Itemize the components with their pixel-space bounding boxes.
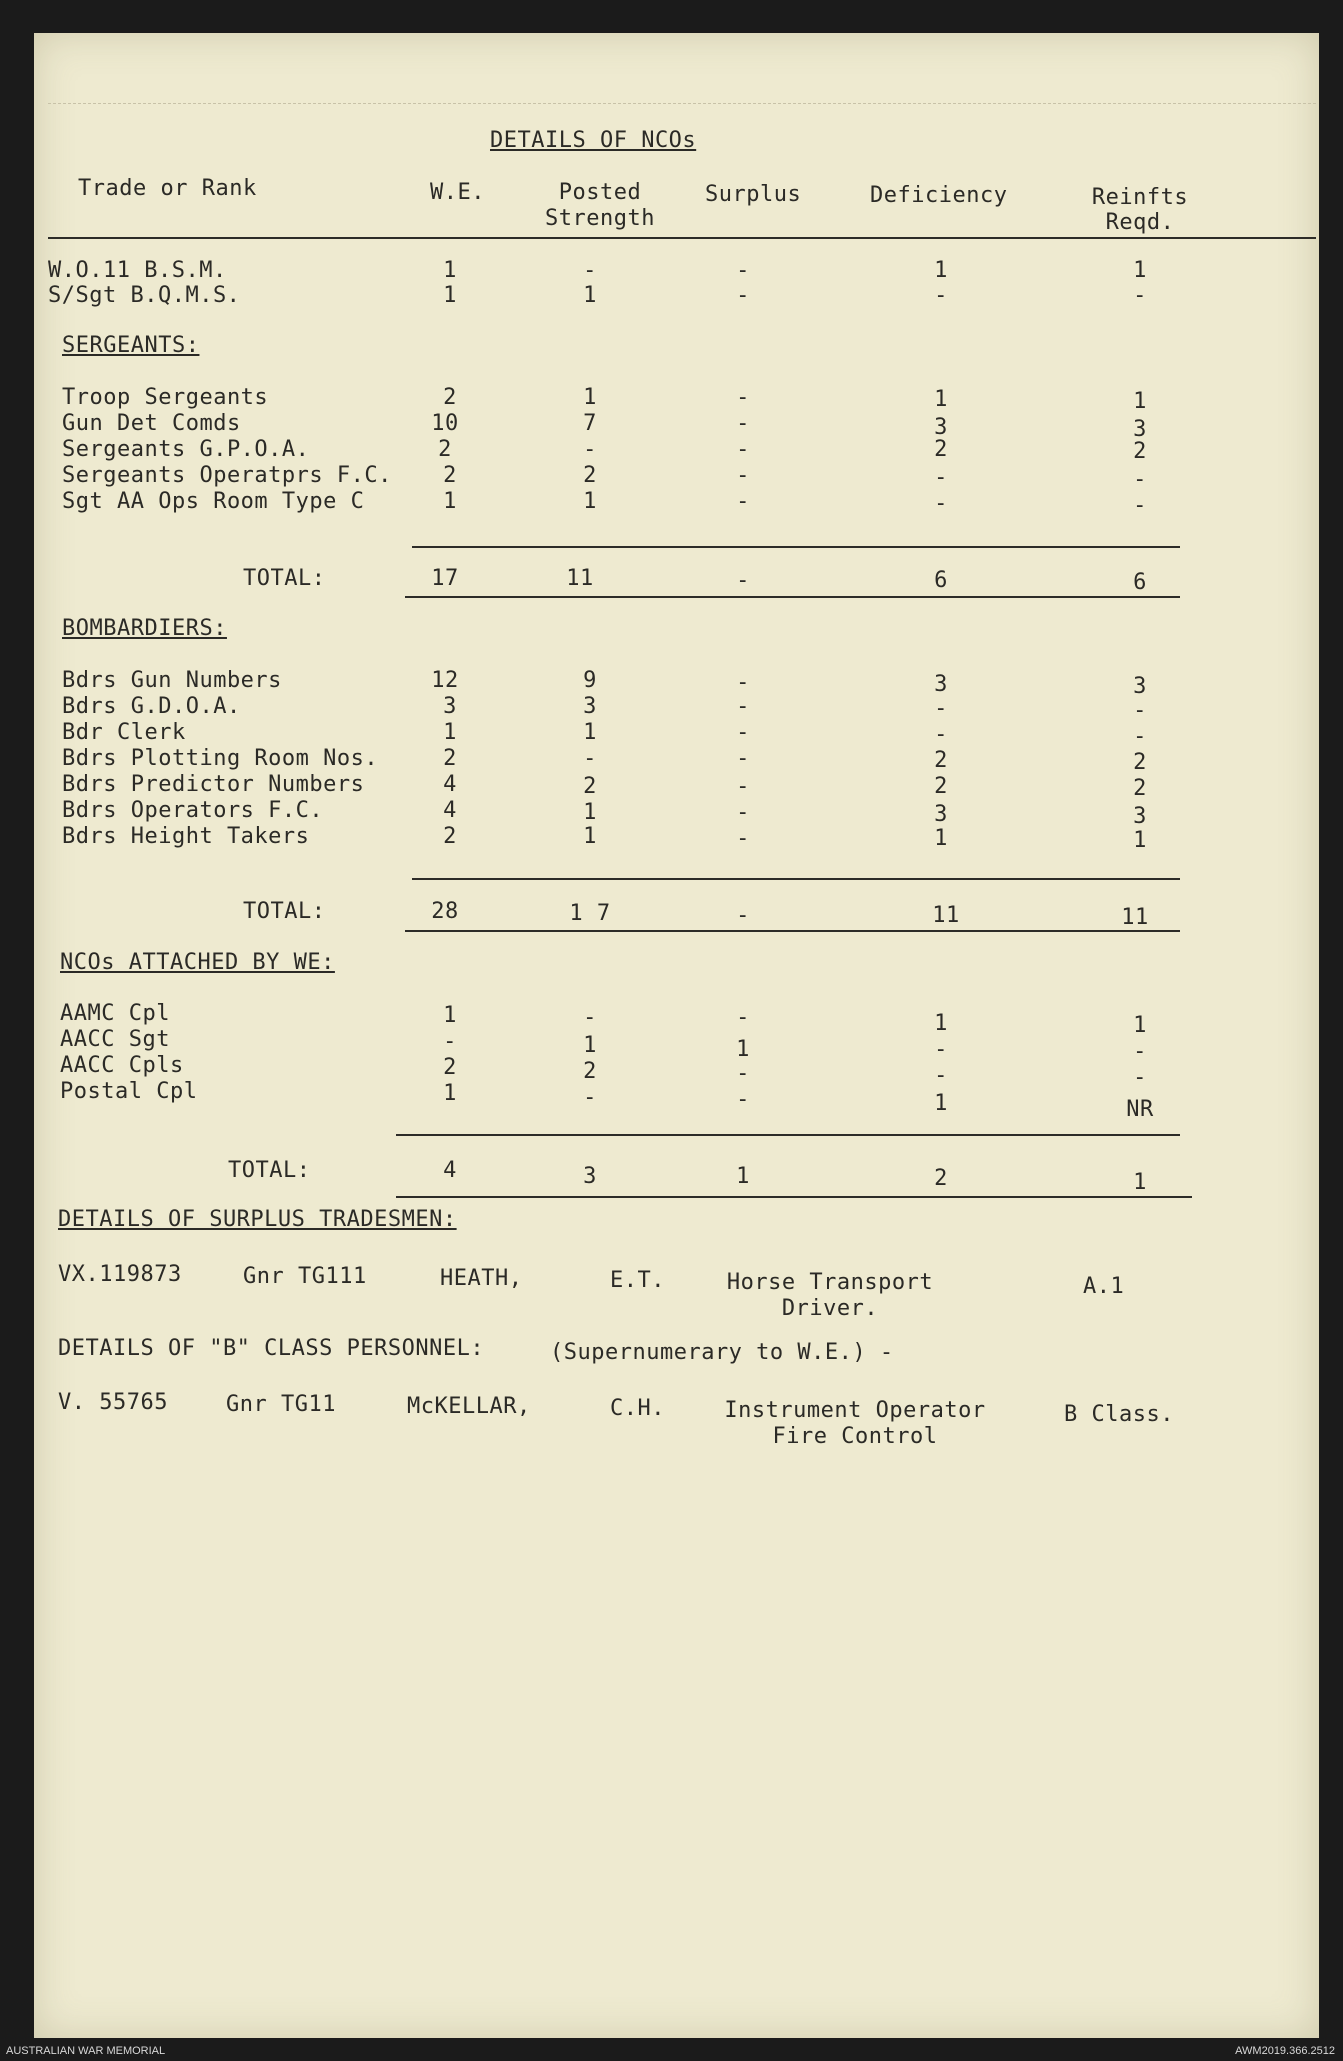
cell-deficiency: - [934,465,948,490]
cell-surplus: - [736,670,750,695]
cell-posted: - [583,437,597,462]
total-deficiency: 2 [934,1166,948,1191]
cell-deficiency: - [934,1063,948,1088]
trade-line-2: Fire Control [772,1424,938,1449]
cell-posted: 1 [583,1033,597,1058]
cell-reinfts: 3 [1133,674,1147,699]
total-label: TOTAL: [243,899,326,924]
row-label: W.O.11 B.S.M. [48,258,227,283]
service-number: VX.119873 [58,1262,182,1287]
initials: E.T. [610,1268,665,1293]
col-header-reinfts: Reinfts [1091,185,1189,210]
cell-we: 4 [443,798,457,823]
section-heading-attached-text: NCOs ATTACHED BY WE: [60,950,335,975]
total-we: 17 [431,566,459,591]
cell-posted: 1 [583,283,597,308]
cell-surplus: - [736,746,750,771]
total-reinfts: 1 [1133,1170,1147,1195]
row-label: Bdrs Gun Numbers [62,668,282,693]
row-label: Bdrs G.D.O.A. [62,694,241,719]
cell-reinfts: 2 [1133,750,1147,775]
cell-surplus: - [736,1005,750,1030]
cell-posted: 2 [583,774,597,799]
cell-we: 2 [443,746,457,771]
total-we: 4 [443,1158,457,1183]
row-label: Sergeants Operatprs F.C. [62,463,392,488]
cell-surplus: - [736,463,750,488]
cell-surplus: - [736,437,750,462]
col-header-deficiency: Deficiency [870,183,1008,208]
cell-reinfts: - [1133,467,1147,492]
total-reinfts: 11 [1121,905,1149,930]
cell-we: 2 [443,824,457,849]
col-header-trade: Trade or Rank [78,176,257,201]
total-reinfts: 6 [1133,570,1147,595]
cell-surplus: - [736,1087,750,1112]
row-label: Gun Det Comds [62,411,241,436]
row-label: AACC Cpls [60,1053,184,1078]
total-label: TOTAL: [228,1158,311,1183]
cell-we: 1 [443,720,457,745]
b-class-heading: DETAILS OF "B" CLASS PERSONNEL: [58,1336,485,1361]
surname: HEATH, [440,1266,523,1291]
cell-posted: 1 [583,800,597,825]
cell-reinfts: 1 [1133,258,1147,283]
total-surplus: - [736,568,750,593]
total-label: TOTAL: [243,566,326,591]
cell-posted: 3 [583,694,597,719]
cell-reinfts: 1 [1133,1013,1147,1038]
cell-surplus: - [736,694,750,719]
surplus-tradesmen-heading: DETAILS OF SURPLUS TRADESMEN: [58,1207,457,1232]
trade: Horse Transport [726,1270,934,1295]
trade: Instrument Operator [724,1398,986,1423]
cell-surplus: - [736,489,750,514]
cell-we: 1 [443,1081,457,1106]
subtotal-rule [412,878,1180,880]
cell-posted: 1 [583,720,597,745]
section-heading-sergeants: SERGEANTS: [62,333,200,358]
cell-reinfts: 2 [1133,776,1147,801]
cell-surplus: - [736,258,750,283]
total-posted: 1 7 [569,901,611,926]
footer-institution: AUSTRALIAN WAR MEMORIAL [6,2045,166,2057]
row-label: S/Sgt B.Q.M.S. [48,283,241,308]
cell-deficiency: 2 [934,748,948,773]
cell-we: 2 [443,385,457,410]
cell-we: 4 [443,772,457,797]
total-rule [396,1196,1192,1198]
col-header-surplus: Surplus [705,182,802,207]
row-label: Bdrs Predictor Numbers [62,772,365,797]
row-label: Bdr Clerk [62,720,186,745]
cell-reinfts: - [1133,1065,1147,1090]
section-heading-bombardiers: BOMBARDIERS: [62,616,227,641]
row-label: AAMC Cpl [60,1001,170,1026]
surname: McKELLAR, [407,1394,531,1419]
cell-posted: - [583,258,597,283]
cell-posted: 7 [583,411,597,436]
cell-deficiency: 3 [934,802,948,827]
row-label: Sergeants G.P.O.A. [62,437,310,462]
b-class-note: (Supernumerary to W.E.) - [550,1340,894,1365]
cell-deficiency: 3 [934,415,948,440]
cell-deficiency: - [934,722,948,747]
cell-we: 2 [443,1055,457,1080]
cell-deficiency: 1 [934,258,948,283]
cell-reinfts: NR [1126,1097,1154,1122]
cell-reinfts: - [1133,698,1147,723]
cell-we: 1 [443,489,457,514]
row-label: Troop Sergeants [62,385,269,410]
cell-we: 2 [438,437,452,462]
row-label: Bdrs Plotting Room Nos. [62,746,379,771]
cell-posted: - [583,746,597,771]
cell-posted: 9 [583,668,597,693]
cell-we: 3 [443,694,457,719]
cell-we: 10 [431,411,459,436]
service-number: V. 55765 [58,1390,168,1415]
cell-deficiency: - [934,1037,948,1062]
total-surplus: - [736,903,750,928]
row-label: Postal Cpl [60,1079,198,1104]
cell-surplus: 1 [736,1037,750,1062]
cell-deficiency: - [934,491,948,516]
row-label: Sgt AA Ops Room Type C [62,489,365,514]
cell-surplus: - [736,1061,750,1086]
grade: B Class. [1064,1402,1174,1427]
footer-accession-number: AWM2019.366.2512 [1235,2045,1335,2057]
cell-surplus: - [736,826,750,851]
cell-we: 1 [443,258,457,283]
row-label: Bdrs Height Takers [62,824,310,849]
trade-line-2: Driver. [781,1296,879,1321]
cell-deficiency: 1 [934,1091,948,1116]
col-header-reqd: Reqd. [1105,210,1175,235]
row-label: AACC Sgt [60,1027,170,1052]
cell-posted: 1 [583,385,597,410]
total-rule [405,930,1180,932]
cell-posted: 1 [583,489,597,514]
cell-surplus: - [736,800,750,825]
cell-reinfts: 1 [1133,828,1147,853]
cell-posted: 2 [583,1059,597,1084]
header-rule [48,237,1316,239]
cell-surplus: - [736,283,750,308]
cell-we: 2 [443,463,457,488]
cell-posted: - [583,1005,597,1030]
cell-we: 12 [431,668,459,693]
total-surplus: 1 [736,1164,750,1189]
cell-reinfts: - [1133,1039,1147,1064]
cell-deficiency: - [934,283,948,308]
cell-we: - [443,1029,457,1054]
initials: C.H. [610,1396,665,1421]
cell-deficiency: - [934,696,948,721]
subtotal-rule [396,1134,1180,1136]
col-header-posted: Posted [558,180,642,205]
cell-surplus: - [736,411,750,436]
cell-reinfts: - [1133,724,1147,749]
cell-reinfts: - [1133,493,1147,518]
col-header-strength: Strength [545,206,655,231]
cell-reinfts: 3 [1133,417,1147,442]
rank: Gnr TG11 [226,1392,336,1417]
cell-reinfts: 2 [1133,439,1147,464]
cell-posted: 2 [583,463,597,488]
total-posted: 3 [583,1164,597,1189]
row-label: Bdrs Operators F.C. [62,798,324,823]
total-deficiency: 11 [932,903,960,928]
cell-we: 1 [443,283,457,308]
rank: Gnr TG111 [243,1264,367,1289]
page-title: DETAILS OF NCOs [490,128,697,153]
cell-reinfts: 3 [1133,804,1147,829]
total-posted: 11 [566,566,594,591]
cell-surplus: - [736,720,750,745]
section-heading-attached [60,950,335,975]
cell-we: 1 [443,1003,457,1028]
subtotal-rule [412,546,1180,548]
total-deficiency: 6 [934,568,948,593]
cell-surplus: - [736,774,750,799]
cell-posted: - [583,1085,597,1110]
cell-deficiency: 3 [934,672,948,697]
cell-deficiency: 2 [934,774,948,799]
perforation-line [48,103,1316,104]
cell-reinfts: 1 [1133,389,1147,414]
cell-deficiency: 1 [934,1011,948,1036]
col-header-we: W.E. [430,180,485,205]
total-rule [405,596,1180,598]
cell-reinfts: - [1133,283,1147,308]
total-we: 28 [431,899,459,924]
cell-deficiency: 1 [934,826,948,851]
cell-deficiency: 1 [934,387,948,412]
grade: A.1 [1083,1274,1125,1299]
cell-surplus: - [736,385,750,410]
cell-posted: 1 [583,824,597,849]
cell-deficiency: 2 [934,437,948,462]
